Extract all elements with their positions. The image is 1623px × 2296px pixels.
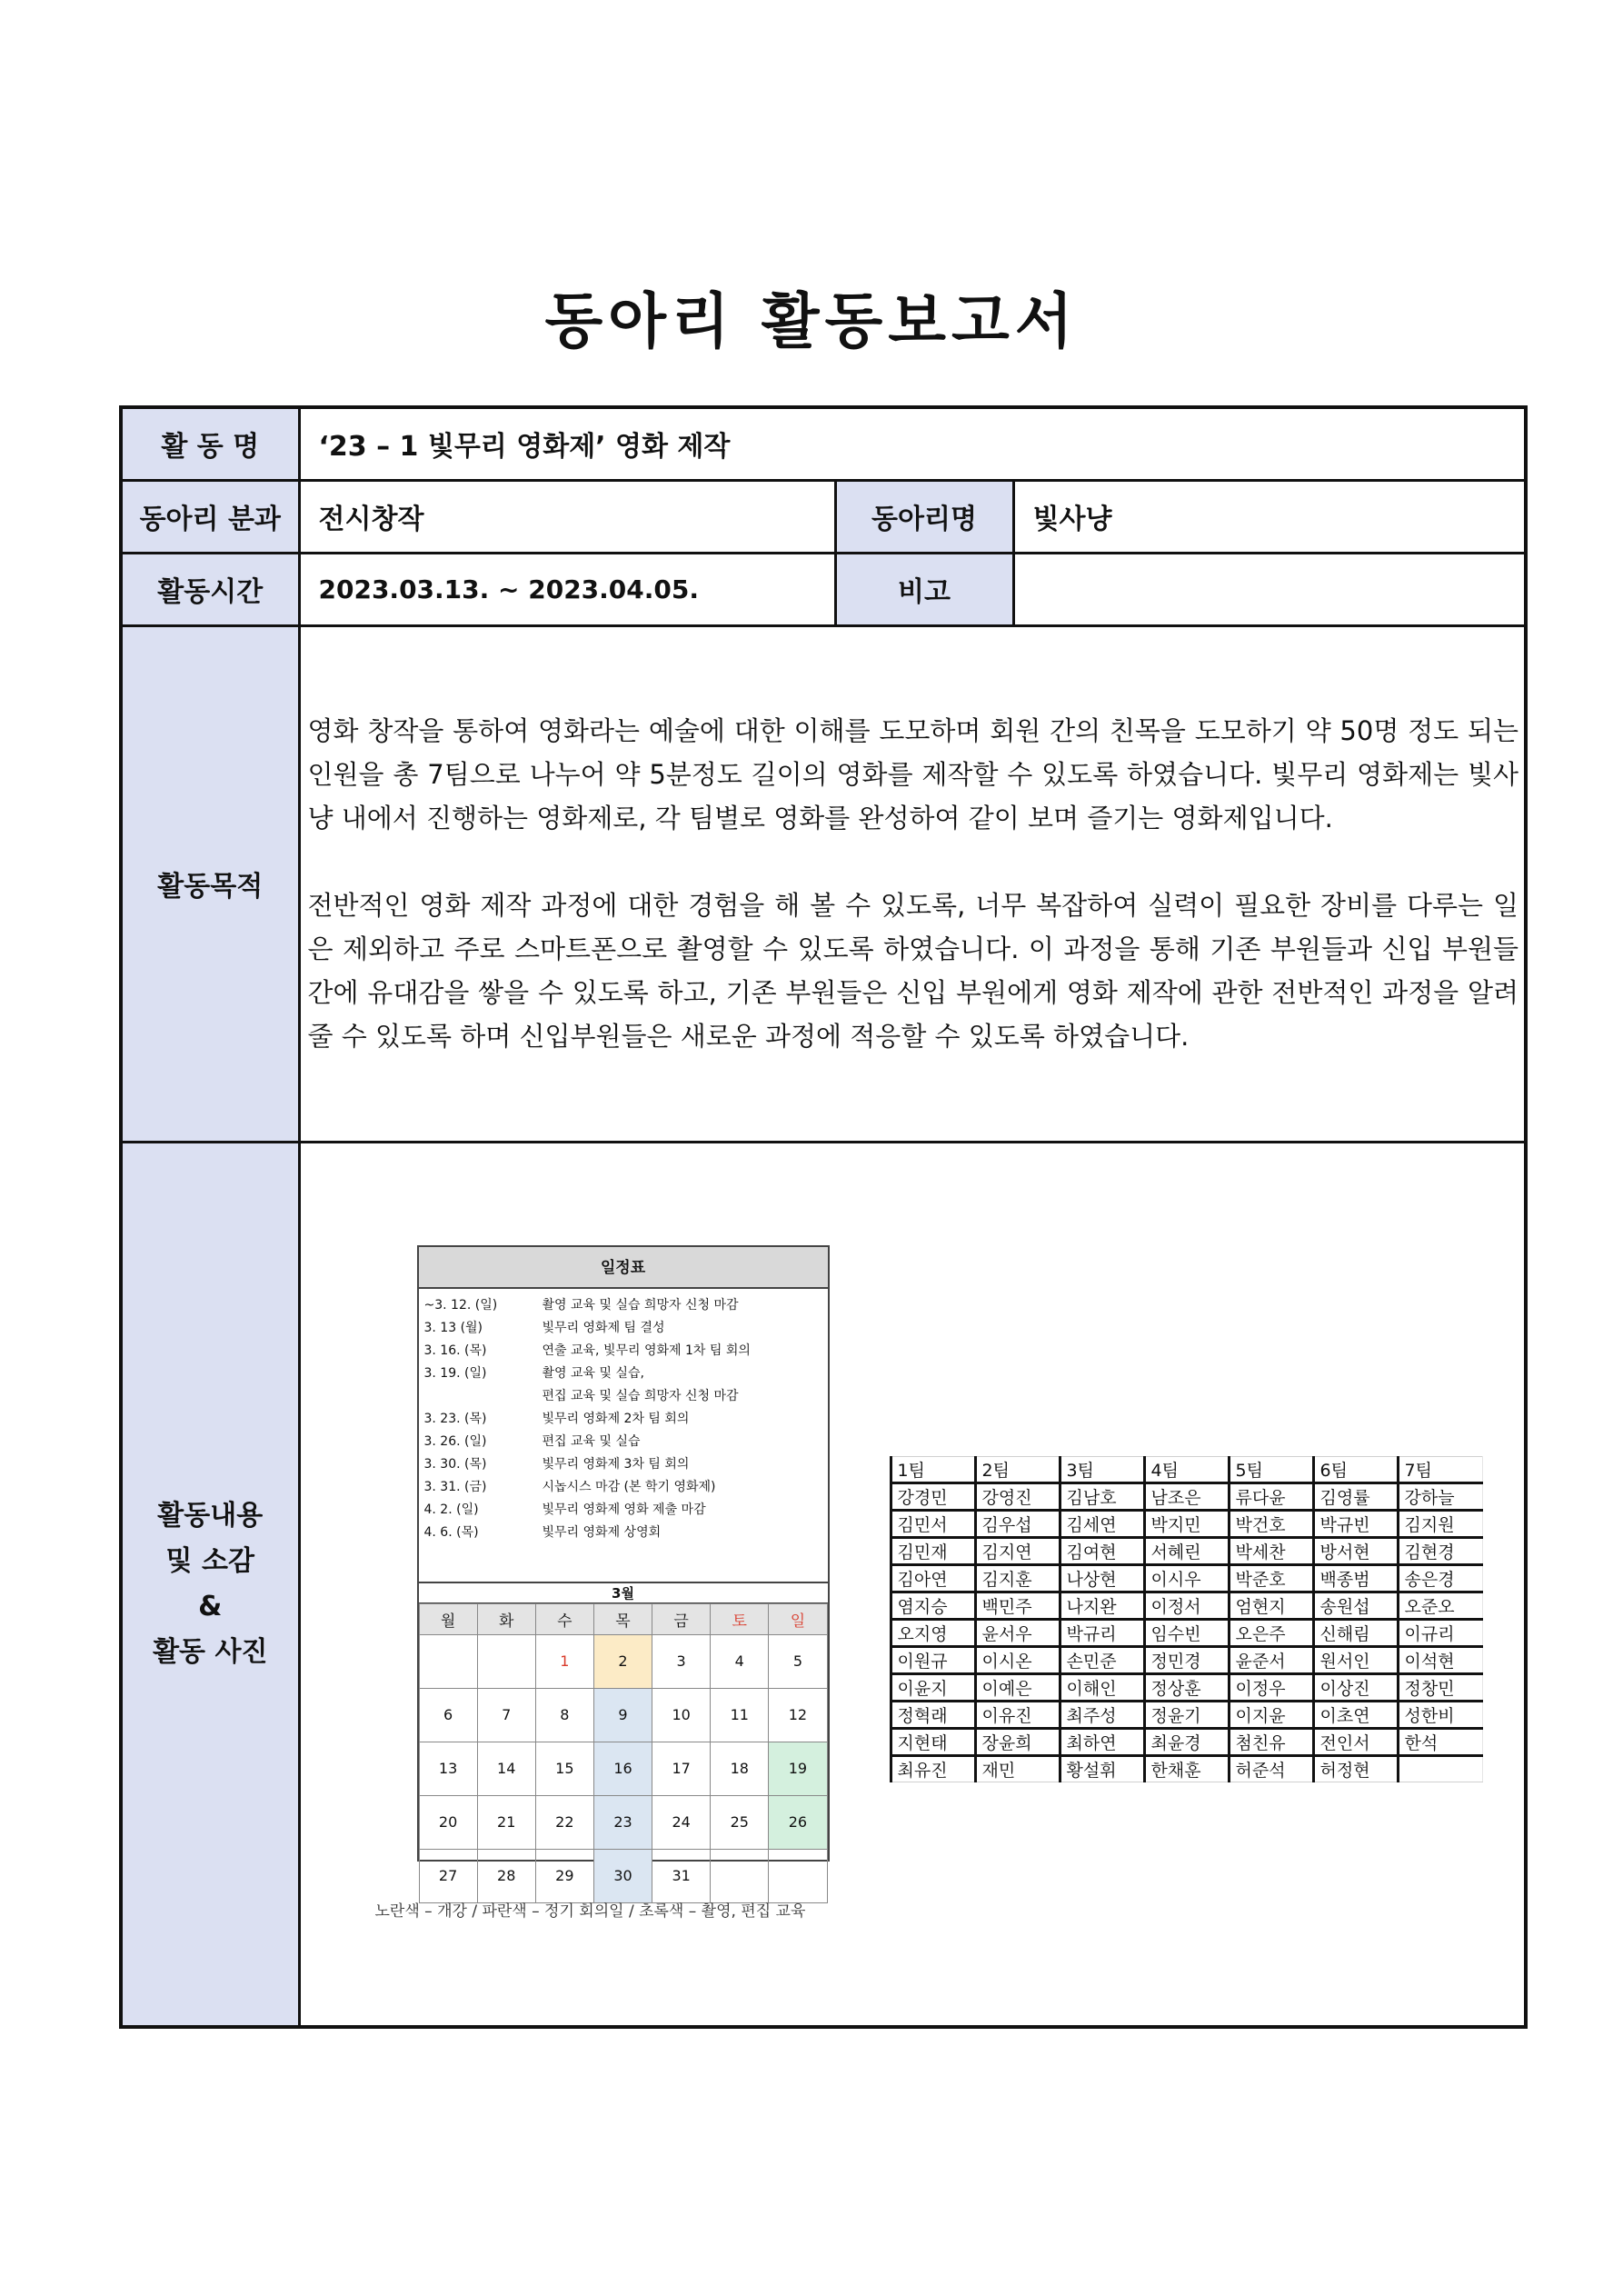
calendar-day: 12	[769, 1688, 827, 1742]
team-member: 송원섭	[1313, 1592, 1398, 1619]
team-member: 장윤희	[975, 1728, 1060, 1755]
content-label-line-3: &	[198, 1590, 223, 1622]
purpose-paragraph-2: 전반적인 영화 제작 과정에 대한 경험을 해 볼 수 있도록, 너무 복잡하여 실력이 필요한 장비를 다루는 일은 제외하고 주로 스마트폰으로 촬영할 수 있도록 하였습니다. 이 과정을 통해 기존 부원들과 신입 부원들 간에 유대감을 쌓을 수 있도록 하고, 기존 부원들은 신입 부원에게 영화 제작에 관한 전반적인 과정을 알려줄 수 있도록 하며 신입부원들은 새로운 과정에 적응할 수 있도록 하였습니다.	[307, 890, 1518, 1052]
calendar-day: 20	[419, 1795, 477, 1849]
report-table	[119, 405, 1528, 2029]
schedule-date: 3. 26. (일)	[423, 1433, 487, 1449]
calendar-day: 6	[419, 1688, 477, 1742]
team-member: 최윤경	[1144, 1728, 1229, 1755]
team-member: 정창민	[1398, 1673, 1482, 1701]
page-title: 동아리 활동보고서	[544, 286, 1079, 356]
content-label-line-1: 활동내용	[157, 1499, 264, 1532]
team-member: 김영률	[1313, 1482, 1398, 1510]
team-member: 이시온	[975, 1646, 1060, 1673]
team-member: 백민주	[975, 1592, 1060, 1619]
team-member: 김현경	[1398, 1537, 1482, 1564]
team-member: 정윤기	[1144, 1701, 1229, 1728]
calendar-day: 27	[419, 1849, 477, 1902]
team-member: 윤준서	[1229, 1646, 1313, 1673]
row-division	[121, 480, 1526, 553]
calendar-day: 3	[652, 1634, 711, 1688]
team-member: 윤서우	[975, 1619, 1060, 1646]
row-content	[121, 1142, 1526, 2027]
team-member: 강하늘	[1398, 1482, 1482, 1510]
team-member-row	[891, 1592, 1482, 1619]
team-member: 이상진	[1313, 1673, 1398, 1701]
row-activity-name	[121, 407, 1526, 480]
period-value: 2023.03.13. ~ 2023.04.05.	[299, 553, 835, 625]
division-label: 동아리 분과	[121, 480, 299, 553]
calendar-weekday: 화	[477, 1603, 535, 1634]
team-roster	[890, 1456, 1483, 1782]
team-member: 재민	[975, 1755, 1060, 1782]
schedule-event: 편집 교육 및 실습	[542, 1433, 641, 1449]
activity-photos	[299, 1142, 1526, 2027]
purpose-label: 활동목적	[121, 625, 299, 1142]
content-label-line-2: 및 소감	[165, 1544, 254, 1577]
schedule-event: 편집 교육 및 실습 희망자 신청 마감	[542, 1388, 739, 1403]
team-member: 허정현	[1313, 1755, 1398, 1782]
schedule-item	[424, 1522, 819, 1544]
team-member-row	[891, 1564, 1482, 1592]
team-member: 강영진	[975, 1482, 1060, 1510]
schedule-event: 빛무리 영화제 3차 팀 회의	[542, 1456, 690, 1472]
note-value	[1013, 553, 1526, 625]
team-member: 나지완	[1060, 1592, 1144, 1619]
team-member: 오지영	[891, 1619, 975, 1646]
team-member: 이석현	[1398, 1646, 1482, 1673]
team-member: 김우섭	[975, 1510, 1060, 1537]
schedule-item	[424, 1294, 819, 1317]
team-member: 박준호	[1229, 1564, 1313, 1592]
schedule-item	[424, 1499, 819, 1522]
club-name-label: 동아리명	[835, 480, 1013, 553]
team-member: 김지연	[975, 1537, 1060, 1564]
schedule-caption: 노란색 – 개강 / 파란색 – 정기 회의일 / 초록색 – 촬영, 편집 교육	[374, 1902, 806, 1921]
schedule-event: 촬영 교육 및 실습,	[542, 1365, 644, 1381]
team-member-row	[891, 1701, 1482, 1728]
team-member: 이유진	[975, 1701, 1060, 1728]
note-label: 비고	[835, 553, 1013, 625]
team-member: 김여현	[1060, 1537, 1144, 1564]
calendar-day	[419, 1634, 477, 1688]
team-member: 임수빈	[1144, 1619, 1229, 1646]
schedule-item	[424, 1317, 819, 1340]
calendar-week	[419, 1634, 827, 1688]
schedule-date: 3. 31. (금)	[423, 1479, 487, 1494]
team-member: 손민준	[1060, 1646, 1144, 1673]
activity-name-value: ‘23 – 1 빛무리 영화제’ 영화 제작	[299, 407, 1526, 480]
calendar-day: 11	[711, 1688, 769, 1742]
schedule-date: ~3. 12. (일)	[423, 1297, 498, 1313]
schedule-title: 일정표	[419, 1247, 828, 1289]
team-member: 송은경	[1398, 1564, 1482, 1592]
calendar-day: 22	[535, 1795, 593, 1849]
team-member: 최유진	[891, 1755, 975, 1782]
team-member: 방서현	[1313, 1537, 1398, 1564]
schedule-event: 시놉시스 마감 (본 학기 영화제)	[542, 1479, 716, 1494]
calendar-day: 2	[593, 1634, 652, 1688]
team-member-row	[891, 1673, 1482, 1701]
schedule-event: 빛무리 영화제 2차 팀 회의	[542, 1411, 690, 1426]
team-member: 나상현	[1060, 1564, 1144, 1592]
schedule-image	[417, 1245, 830, 1884]
calendar-day: 14	[477, 1742, 535, 1795]
calendar-weekday: 수	[535, 1603, 593, 1634]
team-header: 3팀	[1060, 1456, 1144, 1482]
team-member-row	[891, 1755, 1482, 1782]
team-member: 한석	[1398, 1728, 1482, 1755]
calendar-day: 17	[652, 1742, 711, 1795]
team-member: 지현태	[891, 1728, 975, 1755]
calendar-day: 28	[477, 1849, 535, 1902]
schedule-event: 빛무리 영화제 영화 제출 마감	[542, 1502, 706, 1517]
team-member: 오준오	[1398, 1592, 1482, 1619]
team-header: 4팀	[1144, 1456, 1229, 1482]
team-member: 황설휘	[1060, 1755, 1144, 1782]
team-member: 한채훈	[1144, 1755, 1229, 1782]
team-member: 염지승	[891, 1592, 975, 1619]
calendar-day: 29	[535, 1849, 593, 1902]
row-purpose	[121, 625, 1526, 1142]
calendar-weekday: 일	[769, 1603, 827, 1634]
team-member: 박세찬	[1229, 1537, 1313, 1564]
team-member: 최하연	[1060, 1728, 1144, 1755]
calendar-day: 10	[652, 1688, 711, 1742]
schedule-date: 4. 6. (목)	[423, 1524, 479, 1540]
team-member: 정혁래	[891, 1701, 975, 1728]
activity-name-label: 활 동 명	[121, 407, 299, 480]
team-member: 남조은	[1144, 1482, 1229, 1510]
team-header: 5팀	[1229, 1456, 1313, 1482]
schedule-list	[419, 1289, 828, 1582]
calendar-day: 26	[769, 1795, 827, 1849]
schedule-date: 3. 13 (월)	[423, 1320, 483, 1335]
team-member: 김지훈	[975, 1564, 1060, 1592]
schedule-date: 4. 2. (일)	[423, 1502, 479, 1517]
calendar-weekday: 목	[593, 1603, 652, 1634]
calendar-month: 3월	[419, 1582, 828, 1603]
team-member: 최주성	[1060, 1701, 1144, 1728]
schedule-item	[424, 1408, 819, 1431]
team-member: 박규리	[1060, 1619, 1144, 1646]
calendar-day: 16	[593, 1742, 652, 1795]
schedule-item	[424, 1385, 819, 1408]
team-header: 7팀	[1398, 1456, 1482, 1482]
calendar-day: 8	[535, 1688, 593, 1742]
schedule-event: 촬영 교육 및 실습 희망자 신청 마감	[542, 1297, 739, 1313]
schedule-item	[424, 1363, 819, 1385]
team-member: 이지윤	[1229, 1701, 1313, 1728]
schedule-item	[424, 1340, 819, 1363]
calendar-weekday: 월	[419, 1603, 477, 1634]
calendar-day: 1	[535, 1634, 593, 1688]
team-member-row	[891, 1619, 1482, 1646]
content-label	[121, 1142, 299, 2027]
schedule-date: 3. 30. (목)	[423, 1456, 487, 1472]
team-member: 김세연	[1060, 1510, 1144, 1537]
team-member: 정민경	[1144, 1646, 1229, 1673]
club-name-value: 빛사냥	[1013, 480, 1526, 553]
team-member: 전인서	[1313, 1728, 1398, 1755]
team-member-row	[891, 1537, 1482, 1564]
team-member: 박지민	[1144, 1510, 1229, 1537]
purpose-text	[299, 625, 1526, 1142]
team-member: 이해인	[1060, 1673, 1144, 1701]
team-member: 첨친유	[1229, 1728, 1313, 1755]
team-member: 김민서	[891, 1510, 975, 1537]
team-member: 오은주	[1229, 1619, 1313, 1646]
calendar-day	[477, 1634, 535, 1688]
team-member: 이규리	[1398, 1619, 1482, 1646]
team-member: 이시우	[1144, 1564, 1229, 1592]
row-period	[121, 553, 1526, 625]
team-member: 이정우	[1229, 1673, 1313, 1701]
team-header: 6팀	[1313, 1456, 1398, 1482]
purpose-paragraph-1: 영화 창작을 통하여 영화라는 예술에 대한 이해를 도모하며 회원 간의 친목을 도모하기 약 50명 정도 되는 인원을 총 7팀으로 나누어 약 5분정도 길이의 영화를 제작할 수 있도록 하였습니다. 빛무리 영화제는 빛사냥 내에서 진행하는 영화제로, 각 팀별로 영화를 완성하여 같이 보며 즐기는 영화제입니다.	[307, 715, 1518, 834]
calendar-week	[419, 1849, 827, 1902]
calendar-day: 31	[652, 1849, 711, 1902]
team-header: 1팀	[891, 1456, 975, 1482]
schedule-item	[424, 1453, 819, 1476]
team-member-row	[891, 1510, 1482, 1537]
calendar-day: 9	[593, 1688, 652, 1742]
team-member: 엄현지	[1229, 1592, 1313, 1619]
calendar-week	[419, 1742, 827, 1795]
team-member	[1398, 1755, 1482, 1782]
team-member: 신해림	[1313, 1619, 1398, 1646]
team-member: 김남호	[1060, 1482, 1144, 1510]
calendar-day: 23	[593, 1795, 652, 1849]
team-member-row	[891, 1482, 1482, 1510]
schedule-date	[424, 1385, 543, 1408]
team-member: 서혜린	[1144, 1537, 1229, 1564]
calendar-weekday: 금	[652, 1603, 711, 1634]
content-label-line-4: 활동 사진	[153, 1635, 268, 1668]
team-header-row	[891, 1456, 1482, 1482]
calendar	[419, 1603, 828, 1903]
schedule-item	[424, 1431, 819, 1453]
schedule-date: 3. 23. (목)	[423, 1411, 487, 1426]
calendar-weekday: 토	[711, 1603, 769, 1634]
team-member: 이원규	[891, 1646, 975, 1673]
team-member: 허준석	[1229, 1755, 1313, 1782]
calendar-day: 5	[769, 1634, 827, 1688]
schedule-date: 3. 16. (목)	[423, 1343, 487, 1358]
division-value: 전시창작	[299, 480, 835, 553]
team-member: 이윤지	[891, 1673, 975, 1701]
calendar-day: 24	[652, 1795, 711, 1849]
team-member: 이초연	[1313, 1701, 1398, 1728]
calendar-day	[711, 1849, 769, 1902]
team-member-row	[891, 1646, 1482, 1673]
team-member: 이정서	[1144, 1592, 1229, 1619]
schedule-event: 빛무리 영화제 상영회	[542, 1524, 662, 1540]
team-member: 원서인	[1313, 1646, 1398, 1673]
team-member: 이예은	[975, 1673, 1060, 1701]
team-member-row	[891, 1728, 1482, 1755]
team-member: 김민재	[891, 1537, 975, 1564]
period-label: 활동시간	[121, 553, 299, 625]
calendar-day: 30	[593, 1849, 652, 1902]
calendar-day: 21	[477, 1795, 535, 1849]
schedule-date: 3. 19. (일)	[423, 1365, 487, 1381]
calendar-day: 25	[711, 1795, 769, 1849]
team-header: 2팀	[975, 1456, 1060, 1482]
team-member: 류다윤	[1229, 1482, 1313, 1510]
team-member: 백종범	[1313, 1564, 1398, 1592]
calendar-day	[769, 1849, 827, 1902]
calendar-day: 15	[535, 1742, 593, 1795]
calendar-week	[419, 1688, 827, 1742]
team-member: 김지원	[1398, 1510, 1482, 1537]
team-member: 성한비	[1398, 1701, 1482, 1728]
team-member: 정상훈	[1144, 1673, 1229, 1701]
team-member: 강경민	[891, 1482, 975, 1510]
calendar-day: 13	[419, 1742, 477, 1795]
calendar-day: 18	[711, 1742, 769, 1795]
schedule-item	[424, 1476, 819, 1499]
schedule-event: 빛무리 영화제 팀 결성	[542, 1320, 665, 1335]
team-member: 박건호	[1229, 1510, 1313, 1537]
schedule-event: 연출 교육, 빛무리 영화제 1차 팀 회의	[542, 1343, 751, 1358]
team-member: 박규빈	[1313, 1510, 1398, 1537]
calendar-day: 19	[769, 1742, 827, 1795]
calendar-week	[419, 1795, 827, 1849]
calendar-day: 7	[477, 1688, 535, 1742]
team-member: 김아연	[891, 1564, 975, 1592]
calendar-day: 4	[711, 1634, 769, 1688]
